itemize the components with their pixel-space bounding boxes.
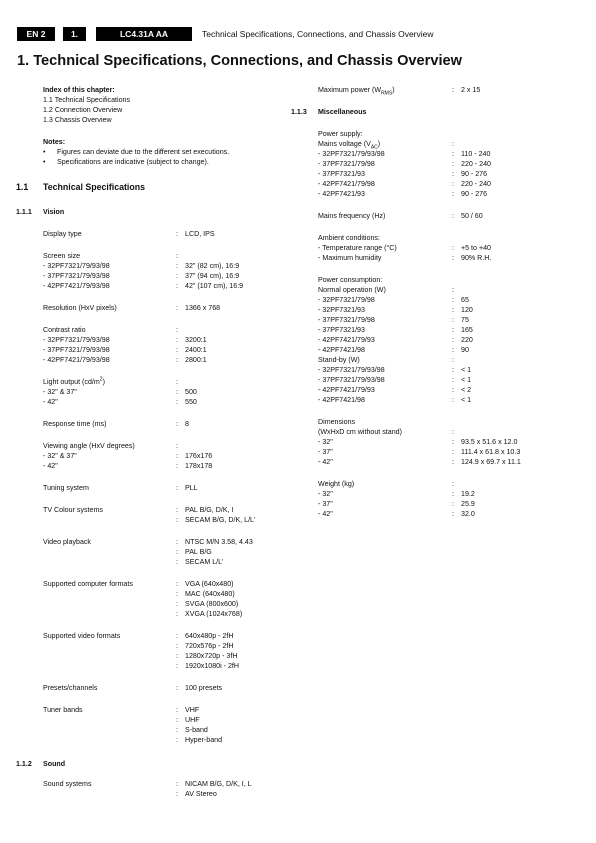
spec-value: 2800:1 (185, 356, 207, 364)
spec-label: Supported video formats (43, 632, 121, 640)
spec-colon: : (452, 346, 454, 354)
spec-colon: : (452, 396, 454, 404)
spec-value: 1920x1080i - 2fH (185, 662, 240, 670)
spec-label: Sound systems (43, 780, 92, 788)
spec-label: - 42PF7421/79/93/98 (43, 282, 110, 290)
spec-colon: : (176, 272, 178, 280)
spec-label: - 42" (318, 510, 333, 518)
spec-value: +5 to +40 (461, 244, 491, 252)
index-heading: Index of this chapter: (43, 86, 115, 94)
spec-colon: : (176, 282, 178, 290)
spec-value: UHF (185, 716, 200, 724)
spec-label: - 37PF7321/79/98 (318, 316, 375, 324)
spec-colon: : (176, 706, 178, 714)
spec-label: - 32PF7321/79/93/98 (43, 262, 110, 270)
spec-label: - 32" & 37" (43, 388, 77, 396)
spec-colon: : (176, 780, 178, 788)
chapter-tag: 1. (63, 27, 86, 41)
spec-colon: : (176, 558, 178, 566)
spec-value: 75 (461, 316, 469, 324)
spec-label-sub: RMS (381, 90, 393, 97)
spec-label: - 32PF7321/93 (318, 306, 365, 314)
subsection-title: Miscellaneous (318, 108, 367, 116)
spec-label: Maximum power $(W_{RMS})$ (318, 86, 395, 97)
spec-colon: : (176, 506, 178, 514)
spec-value: 124.9 x 69.7 x 11.1 (461, 458, 521, 466)
spec-label: - 42PF7421/79/98 (318, 180, 375, 188)
spec-label: - 42" (318, 458, 333, 466)
spec-value: SECAM B/G, D/K, L/L' (185, 516, 256, 524)
subsection-number: 1.1.2 (16, 760, 32, 768)
spec-value: 1366 x 768 (185, 304, 221, 312)
spec-value: 32.0 (461, 510, 475, 518)
spec-label: - 32" (318, 490, 333, 498)
spec-value: 720x576p - 2fH (185, 642, 234, 650)
spec-value: 65 (461, 296, 469, 304)
spec-value: PLL (185, 484, 198, 492)
spec-colon: : (452, 140, 454, 148)
spec-colon: : (176, 230, 178, 238)
spec-colon: : (176, 346, 178, 354)
spec-label: - 37" (318, 500, 333, 508)
spec-label: Mains frequency (Hz) (318, 212, 386, 220)
spec-label: (WxHxD cm without stand) (318, 428, 402, 436)
spec-value: 111.4 x 61.8 x 10.3 (461, 448, 521, 456)
spec-value: 3200:1 (185, 336, 207, 344)
spec-label: Display type (43, 230, 82, 238)
spec-colon: : (176, 304, 178, 312)
spec-value: NTSC M/N 3.58, 4.43 (185, 538, 253, 546)
spec-colon: : (452, 190, 454, 198)
spec-label: - 37PF7321/93 (318, 170, 365, 178)
spec-value: 42" (107 cm), 16:9 (185, 282, 244, 290)
spec-label: Supported computer formats (43, 580, 133, 588)
spec-value: 37" (94 cm), 16:9 (185, 272, 240, 280)
spec-colon: : (452, 286, 454, 294)
spec-label: - 32" (318, 438, 333, 446)
spec-colon: : (452, 316, 454, 324)
spec-value: 8 (185, 420, 189, 428)
spec-colon: : (176, 652, 178, 660)
spec-value: XVGA (1024x768) (185, 610, 243, 618)
spec-colon: : (176, 252, 178, 260)
spec-label: - 37PF7321/79/93/98 (43, 272, 110, 280)
spec-value: 640x480p - 2fH (185, 632, 234, 640)
spec-label: Presets/channels (43, 684, 98, 692)
bullet-icon: • (43, 148, 46, 156)
spec-value: 25.9 (461, 500, 475, 508)
spec-label: - 37PF7321/79/98 (318, 160, 375, 168)
spec-value: 90 - 276 (461, 170, 488, 178)
spec-label: - 32PF7321/79/93/98 (318, 366, 385, 374)
spec-label: Weight (kg) (318, 480, 355, 488)
spec-colon: : (452, 448, 454, 456)
spec-label-sup: 2 (99, 376, 103, 383)
spec-colon: : (176, 600, 178, 608)
spec-label: - 42PF7421/79/93 (318, 386, 375, 394)
spec-colon: : (176, 642, 178, 650)
spec-colon: : (176, 420, 178, 428)
spec-colon: : (176, 442, 178, 450)
spec-colon: : (452, 336, 454, 344)
spec-label: - 42PF7421/98 (318, 346, 365, 354)
spec-value: 32" (82 cm), 16:9 (185, 262, 240, 270)
notes-heading: Notes: (43, 138, 66, 146)
spec-value: NICAM B/G, D/K, I, L (185, 780, 252, 788)
spec-value: PAL B/G (185, 548, 212, 556)
spec-label: - 42PF7421/98 (318, 396, 365, 404)
spec-value: 19.2 (461, 490, 475, 498)
spec-value: AV Stereo (185, 790, 217, 798)
spec-value: SVGA (800x600) (185, 600, 239, 608)
spec-colon: : (452, 510, 454, 518)
spec-label: Contrast ratio (43, 326, 86, 334)
spec-colon: : (176, 462, 178, 470)
spec-label: Video playback (43, 538, 91, 546)
spec-colon: : (452, 244, 454, 252)
spec-label-close: ) (392, 86, 395, 94)
spec-value: 500 (185, 388, 197, 396)
index-item: 1.1 Technical Specifications (43, 96, 131, 104)
spec-colon: : (176, 356, 178, 364)
spec-label: - 32PF7321/79/93/98 (43, 336, 110, 344)
spec-label: Dimensions (318, 418, 356, 426)
spec-label-close: ) (377, 140, 381, 148)
spec-label: - 42" (43, 462, 58, 470)
spec-colon: : (176, 484, 178, 492)
spec-value: 220 (461, 336, 473, 344)
spec-label: Light output $(cd/m^2)$ (43, 376, 105, 386)
spec-value: 1280x720p - 3fH (185, 652, 238, 660)
spec-value: 550 (185, 398, 197, 406)
spec-colon: : (452, 500, 454, 508)
spec-colon: : (452, 180, 454, 188)
spec-value: 50 / 60 (461, 212, 483, 220)
spec-colon: : (176, 336, 178, 344)
spec-value: Hyper-band (185, 736, 223, 744)
spec-label: - 32PF7321/79/93/98 (318, 150, 385, 158)
spec-value: S-band (185, 726, 208, 734)
spec-value: 110 - 240 (461, 150, 491, 158)
spec-label: Stand-by (W) (318, 356, 360, 364)
section-title: Technical Specifications (43, 182, 146, 192)
spec-value: < 2 (461, 386, 472, 394)
spec-colon: : (452, 428, 454, 436)
spec-colon: : (452, 376, 454, 384)
spec-colon: : (176, 262, 178, 270)
spec-label: Normal operation (W) (318, 286, 386, 294)
spec-value: 220 - 240 (461, 180, 491, 188)
subsection-title: Vision (43, 208, 65, 216)
spec-colon: : (176, 716, 178, 724)
spec-label: Screen size (43, 252, 81, 260)
spec-label: Power consumption: (318, 276, 383, 284)
spec-value: 2400:1 (185, 346, 207, 354)
spec-value: 90 (461, 346, 469, 354)
spec-colon: : (176, 590, 178, 598)
subsection-title: Sound (43, 760, 66, 768)
spec-value: VGA (640x480) (185, 580, 234, 588)
spec-label: Response time (ms) (43, 420, 107, 428)
spec-value: 120 (461, 306, 473, 314)
spec-colon: : (452, 212, 454, 220)
spec-colon: : (452, 366, 454, 374)
chapter-title: 1. Technical Specifications, Connections, and Chassis Overview (17, 53, 462, 69)
index-item: 1.2 Connection Overview (43, 106, 123, 114)
spec-value: LCD, IPS (185, 230, 215, 238)
spec-value: 90% R.H. (461, 254, 492, 262)
page-tag: EN 2 (17, 27, 55, 41)
spec-label: - 32" & 37" (43, 452, 77, 460)
spec-colon: : (176, 684, 178, 692)
model-tag: LC4.31A AA (96, 27, 192, 41)
note-item: Figures can deviate due to the different set executions. (57, 148, 230, 156)
spec-colon: : (452, 326, 454, 334)
spec-colon: : (452, 160, 454, 168)
spec-label: Tuning system (43, 484, 89, 492)
spec-label: - 37PF7321/93 (318, 326, 365, 334)
spec-colon: : (176, 388, 178, 396)
spec-colon: : (176, 726, 178, 734)
spec-label: - 42PF7421/79/93/98 (43, 356, 110, 364)
spec-value: 220 - 240 (461, 160, 491, 168)
spec-colon: : (452, 458, 454, 466)
spec-colon: : (176, 790, 178, 798)
spec-colon: : (176, 398, 178, 406)
spec-colon: : (452, 296, 454, 304)
spec-value: 93.5 x 51.6 x 12.0 (461, 438, 518, 446)
spec-colon: : (452, 490, 454, 498)
subsection-number: 1.1.3 (291, 108, 307, 116)
spec-colon: : (176, 580, 178, 588)
spec-colon: : (452, 170, 454, 178)
spec-colon: : (452, 254, 454, 262)
note-item: Specifications are indicative (subject to change). (57, 158, 209, 166)
page-header (0, 27, 596, 41)
spec-colon: : (452, 480, 454, 488)
spec-value: 176x176 (185, 452, 213, 460)
spec-label-close: ) (102, 378, 105, 386)
bullet-icon: • (43, 158, 46, 166)
spec-colon: : (176, 662, 178, 670)
spec-value: SECAM L/L' (185, 558, 224, 566)
header-title: Technical Specifications, Connections, and Chassis Overview (202, 29, 434, 39)
spec-colon: : (176, 632, 178, 640)
spec-label: - 42PF7421/79/93 (318, 336, 375, 344)
spec-value: MAC (640x480) (185, 590, 235, 598)
spec-label: - 42PF7421/93 (318, 190, 365, 198)
spec-value: 178x178 (185, 462, 213, 470)
spec-value: < 1 (461, 366, 472, 374)
spec-label: Tuner bands (43, 706, 83, 714)
section-number: 1.1 (16, 182, 29, 192)
spec-label: Resolution (HxV pixels) (43, 304, 117, 312)
spec-colon: : (176, 548, 178, 556)
spec-value: 165 (461, 326, 473, 334)
spec-label: - 42" (43, 398, 58, 406)
spec-value: 2 x 15 (461, 86, 481, 94)
spec-label: Power supply: (318, 130, 363, 138)
spec-colon: : (452, 306, 454, 314)
spec-label: - 32PF7321/79/98 (318, 296, 375, 304)
spec-label: - 37PF7321/79/93/98 (43, 346, 110, 354)
spec-colon: : (452, 86, 454, 94)
spec-colon: : (176, 736, 178, 744)
spec-colon: : (176, 452, 178, 460)
spec-label: TV Colour systems (43, 506, 103, 514)
subsection-number: 1.1.1 (16, 208, 32, 216)
spec-value: PAL B/G, D/K, I (185, 506, 234, 514)
spec-colon: : (176, 610, 178, 618)
spec-colon: : (176, 538, 178, 546)
spec-value: VHF (185, 706, 200, 714)
spec-label: - Maximum humidity (318, 254, 382, 262)
spec-label: - 37" (318, 448, 333, 456)
spec-label: Mains voltage $(V_{AC})$ (318, 140, 381, 151)
spec-value: < 1 (461, 376, 472, 384)
spec-value: 100 presets (185, 684, 223, 692)
spec-label: Viewing angle (HxV degrees) (43, 442, 135, 450)
spec-colon: : (176, 326, 178, 334)
spec-value: 90 - 276 (461, 190, 488, 198)
spec-colon: : (176, 516, 178, 524)
spec-label-sub: AC (370, 144, 378, 151)
spec-colon: : (452, 386, 454, 394)
spec-colon: : (452, 356, 454, 364)
spec-value: < 1 (461, 396, 472, 404)
spec-label: - 37PF7321/79/93/98 (318, 376, 385, 384)
index-item: 1.3 Chassis Overview (43, 116, 112, 124)
spec-label: Ambient conditions: (318, 234, 380, 242)
spec-colon: : (452, 438, 454, 446)
spec-label: - Temperature range (°C) (318, 244, 397, 252)
spec-colon: : (176, 378, 178, 386)
spec-colon: : (452, 150, 454, 158)
